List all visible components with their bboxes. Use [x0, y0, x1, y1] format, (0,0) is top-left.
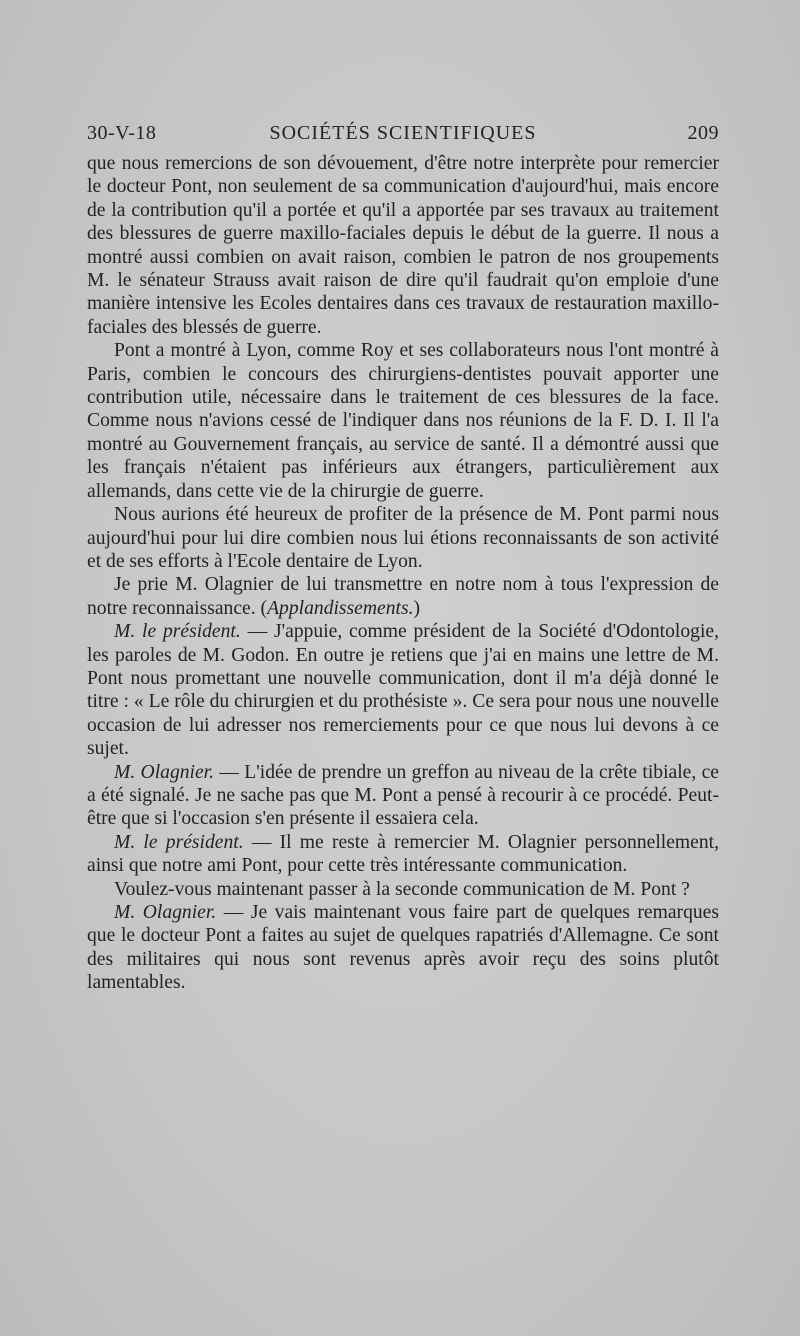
- paragraph-text: — Je vais maintenant vous faire part de quelques remarques que le docteur Pont a faites au sujet de quelques rapatriés d'Allemagne. Ce sont des militaires qui nous sont revenus après avoir reçu des soins plutôt lamentables.: [87, 902, 719, 994]
- paragraph-text: — Il me reste à remercier M. Olagnier personnellement, ainsi que notre ami Pont, pour cette très intéressante communication.: [87, 831, 719, 877]
- paragraph: Je prie M. Olagnier de lui transmettre en notre nom à tous l'expression de notre reconnaissance. (Applandissements.): [87, 574, 719, 619]
- speaker-name: M. Olagnier.: [114, 761, 215, 783]
- paragraph-text: Je prie M. Olagnier de lui transmettre en notre nom à tous l'expression de notre reconnaissance.: [87, 574, 719, 619]
- page: [87, 122, 719, 995]
- applause-note: Applandissements.: [267, 597, 414, 619]
- running-head: [87, 122, 719, 152]
- paragraph-speaker: [87, 901, 719, 995]
- paragraph-text: — L'idée de prendre un greffon au niveau de la crête tibiale, ce a été signalé. Je ne sache pas que M. Pont a pensé à recourir à ce procédé. Peut-être que si l'occasion s'en présente il essaiera cela.: [87, 761, 719, 830]
- paragraph-text: que nous remercions de son dévouement, d'être notre interprète pour remercier le docteur Pont, non seulement de sa communication d'aujourd'hui, mais encore de la contribution qu'il a portée et qu'il a apportée par ses travaux au traitement des blessures de guerre maxillo-faciales depuis le début de la guerre. Il nous a montré aussi combien on avait raison, combien le patron de nos groupements M. le sénateur Strauss avait raison de dire qu'il faudrait qu'on emploie d'une manière intensive les Ecoles dentaires dans ces travaux de restauration maxillo-faciales des blessés de guerre.: [87, 153, 719, 338]
- section-title: SOCIÉTÉS SCIENTIFIQUES: [269, 122, 537, 144]
- paragraph: [87, 339, 719, 503]
- paragraph-text: Nous aurions été heureux de profiter de la présence de M. Pont parmi nous aujourd'hui pour lui dire combien nous lui étions reconnaissants de son activité et de ses efforts à l'Ecole dentaire de Lyon.: [87, 504, 719, 572]
- paragraph-text: Pont a montré à Lyon, comme Roy et ses collaborateurs nous l'ont montré à Paris, combien le concours des chirurgiens-dentistes pouvait apporter une contribution utile, nécessaire dans le traitement de ces blessures de la face. Comme nous n'avions cessé de l'indiquer dans nos réunions de la F. D. I. Il l'a montré au Gouvernement français, au service de santé. Il a démontré aussi que les français n'étaient pas inférieurs aux étrangers, particulièrement aux allemands, dans cette vie de la chirurgie de guerre.: [87, 340, 719, 502]
- paragraph: [87, 878, 719, 901]
- speaker-name: M. Olagnier.: [114, 902, 217, 923]
- paragraph-speaker: [87, 620, 719, 760]
- paragraph-speaker: [87, 761, 719, 831]
- body-text: [87, 152, 719, 995]
- paragraph-text: Voulez-vous maintenant passer à la seconde communication de M. Pont ?: [114, 878, 690, 900]
- paragraph-text: — J'appuie, comme président de la Société d'Odontologie, les paroles de M. Godon. En outre je retiens que j'ai en mains une lettre de M. Pont nous promettant une nouvelle communication, dont il m'a déjà donné le titre : « Le rôle du chirurgien et du prothésiste ». Ce sera pour nous une nouvelle occasion de lui adresser nos remerciements pour ce que nous lui devons à ce sujet.: [87, 621, 719, 760]
- paragraph-continued: [87, 152, 719, 339]
- speaker-name: M. le président.: [114, 621, 241, 643]
- paragraph: [87, 503, 719, 573]
- speaker-name: M. le président.: [114, 831, 244, 853]
- page-number: 209: [687, 122, 719, 144]
- date-marker: 30-V-18: [87, 122, 157, 144]
- paragraph-speaker: [87, 831, 719, 878]
